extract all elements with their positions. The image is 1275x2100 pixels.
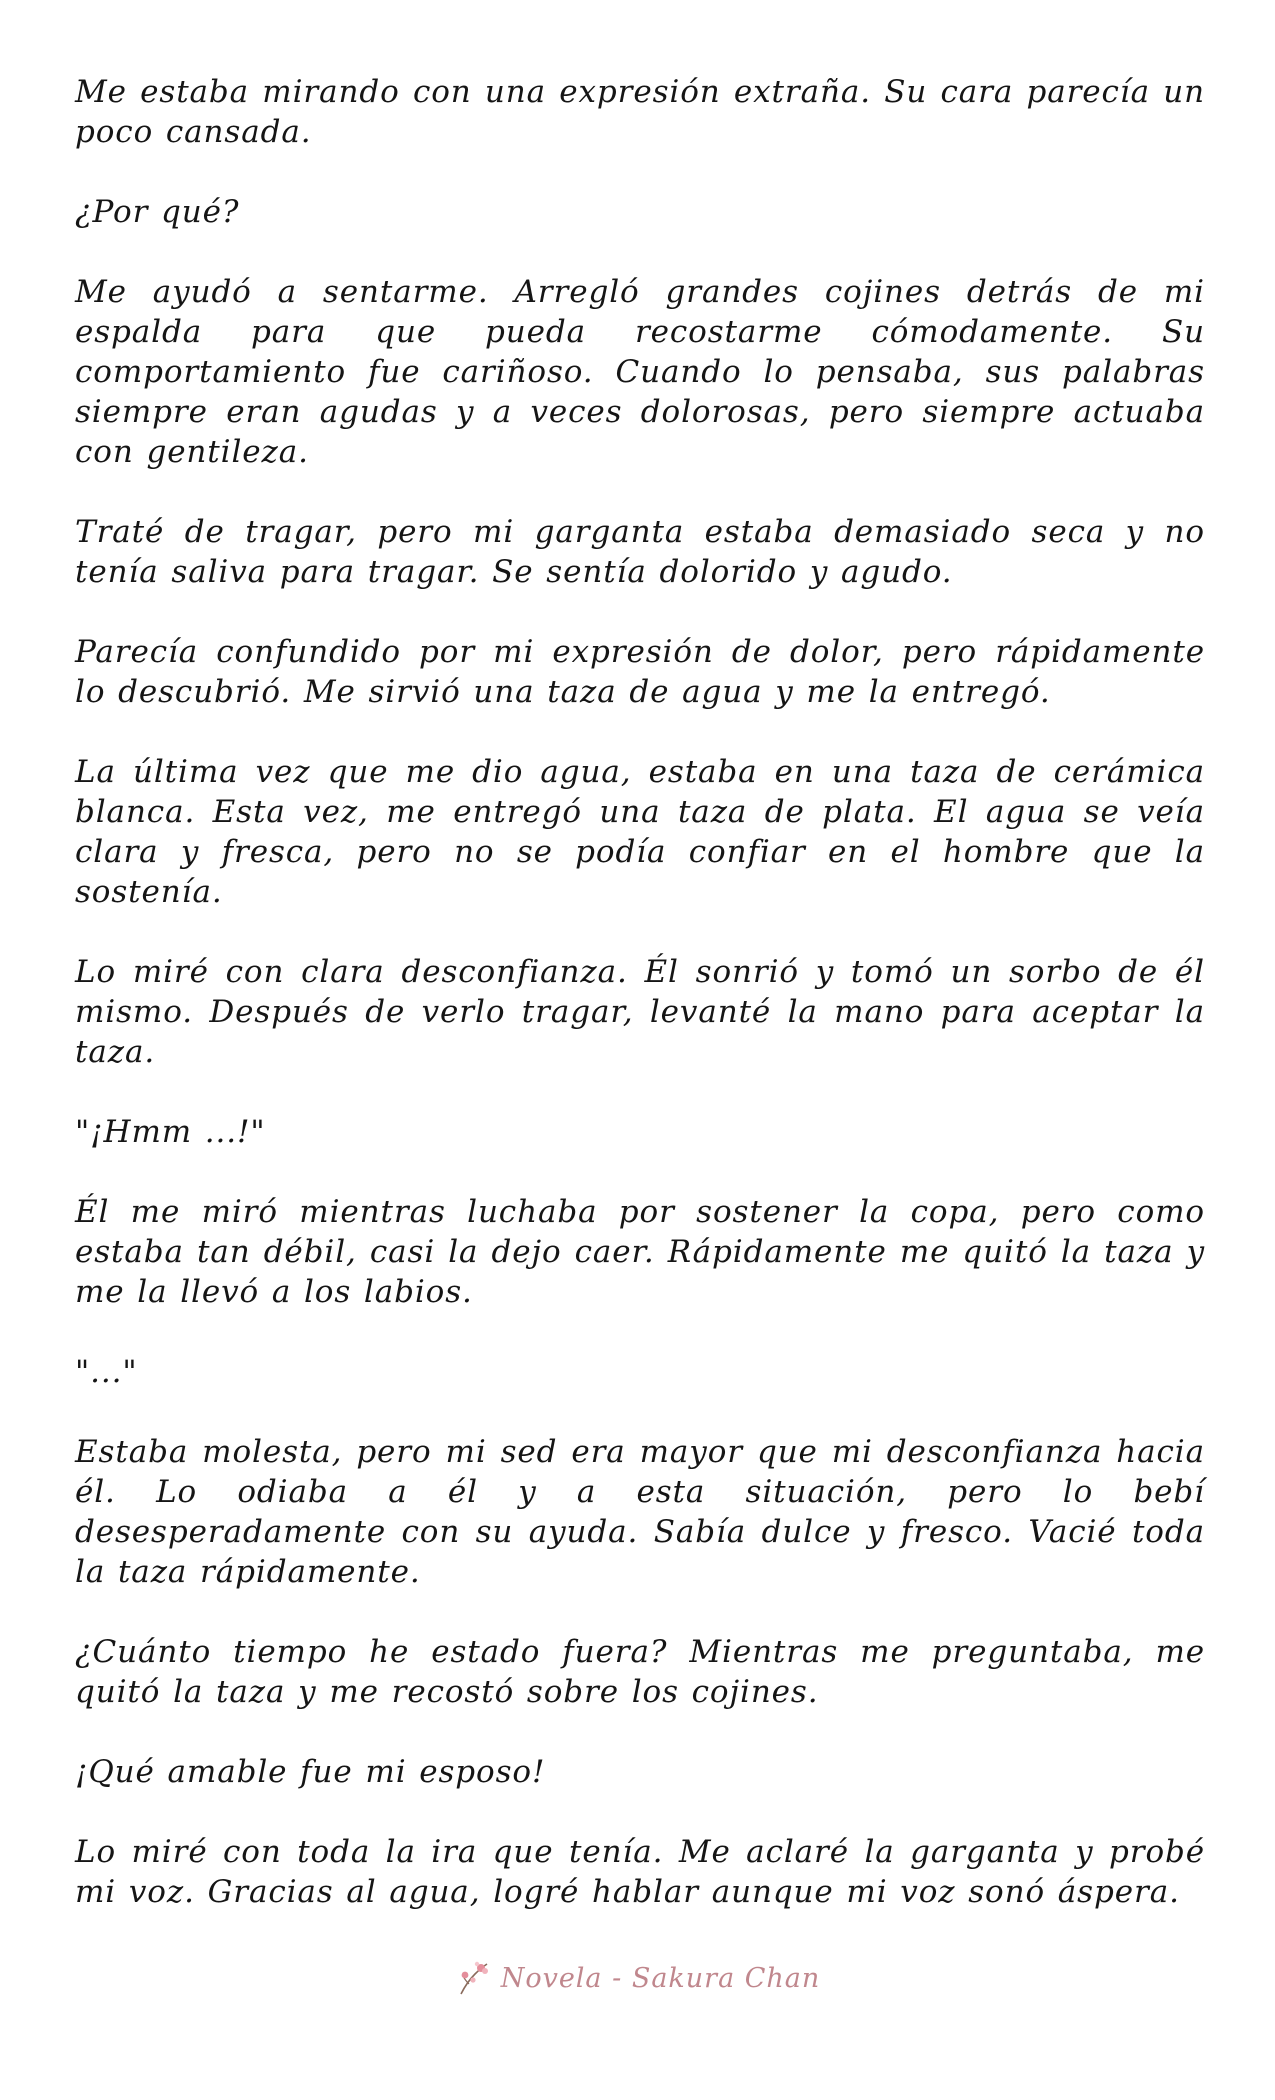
- paragraph: Parecía confundido por mi expresión de dolor, pero rápidamente lo descubrió. Me sirvió una taza de agua y me la entregó.: [75, 634, 1205, 710]
- paragraph: Me estaba mirando con una expresión extraña. Su cara parecía un poco cansada.: [75, 74, 1205, 150]
- paragraph: "¡Hmm ...!": [75, 1114, 266, 1150]
- paragraph: Lo miré con toda la ira que tenía. Me aclaré la garganta y probé mi voz. Gracias al agua, logré hablar aunque mi voz sonó áspera.: [75, 1834, 1205, 1910]
- paragraph: ¿Cuánto tiempo he estado fuera? Mientras me preguntaba, me quitó la taza y me recostó sobre los cojines.: [75, 1634, 1205, 1710]
- paragraph: La última vez que me dio agua, estaba en una taza de cerámica blanca. Esta vez, me entregó una taza de plata. El agua se veía clara y fresca, pero no se podía confiar en el hombre que la sostenía.: [75, 754, 1205, 910]
- watermark-text: Novela - Sakura Chan: [500, 1962, 821, 1994]
- paragraph: Él me miró mientras luchaba por sostener la copa, pero como estaba tan débil, casi la dejo caer. Rápidamente me quitó la taza y me la llevó a los labios.: [75, 1194, 1205, 1310]
- paragraph: Lo miré con clara desconfianza. Él sonrió y tomó un sorbo de él mismo. Después de verlo tragar, levanté la mano para aceptar la taza.: [75, 954, 1205, 1070]
- document-body: [75, 72, 1205, 1912]
- paragraph: Traté de tragar, pero mi garganta estaba demasiado seca y no tenía saliva para tragar. Se sentía dolorido y agudo.: [75, 514, 1205, 590]
- paragraph: Estaba molesta, pero mi sed era mayor que mi desconfianza hacia él. Lo odiaba a él y a esta situación, pero lo bebí desesperadamente con su ayuda. Sabía dulce y fresco. Vacié toda la taza rápidamente.: [75, 1434, 1205, 1590]
- paragraph: ¿Por qué?: [75, 194, 240, 230]
- paragraph: Me ayudó a sentarme. Arregló grandes cojines detrás de mi espalda para que pueda recostarme cómodamente. Su comportamiento fue cariñoso. Cuando lo pensaba, sus palabras siempre eran agudas y a veces dolorosas, pero siempre actuaba con gentileza.: [75, 274, 1205, 470]
- footer-watermark: [0, 1958, 1275, 2008]
- paragraph: "...": [75, 1354, 138, 1390]
- paragraph: ¡Qué amable fue mi esposo!: [75, 1754, 546, 1790]
- sakura-blossom-icon: [455, 1958, 491, 1998]
